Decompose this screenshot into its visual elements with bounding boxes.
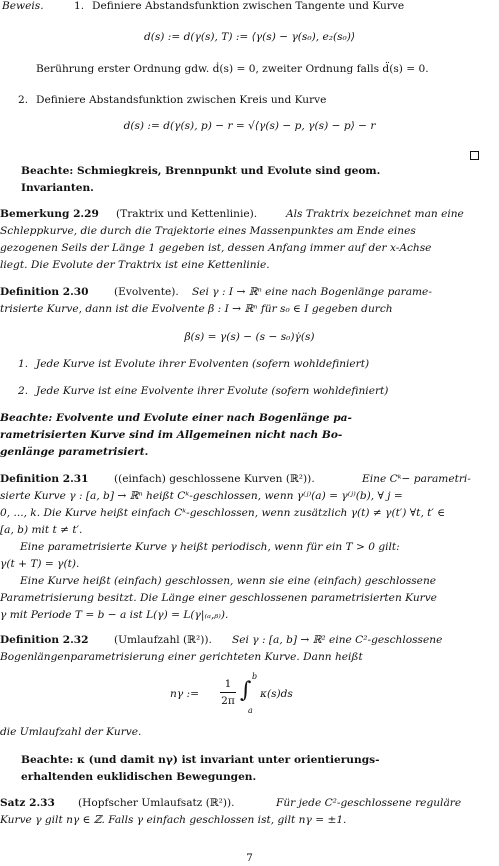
winding-number-formula bbox=[170, 672, 340, 720]
def-2-30-line1: Sei γ : I → ℝⁿ eine nach Bogenlänge parame- bbox=[192, 286, 432, 298]
fraction-bar bbox=[220, 692, 236, 693]
def-2-32-note-line1: Beachte: κ (und damit nγ) ist invariant unter orientierungs- bbox=[21, 754, 380, 766]
circle-distance-formula: d(s) := d(γ(s), p) − r = √⟨γ(s) − p, γ(s) − p⟩ − r bbox=[123, 120, 376, 132]
qed-box-icon bbox=[470, 151, 479, 160]
integral-sign-icon: ∫ bbox=[240, 678, 252, 703]
page-number: 7 bbox=[246, 852, 253, 864]
def-2-30-item1: Jede Kurve ist Evolute ihrer Evolventen (sofern wohldefiniert) bbox=[36, 358, 370, 370]
def-2-31-closed-line1: Eine Kurve heißt (einfach) geschlossen, wenn sie eine (einfach) geschlossene bbox=[20, 575, 437, 587]
remark-2-29-line2: Schleppkurve, die durch die Trajektorie eines Massenpunktes am Ende eines bbox=[0, 225, 416, 237]
remark-2-29-line3: gezogenen Seils der Länge 1 gegeben ist, dessen Anfang immer auf der x-Achse bbox=[0, 242, 432, 254]
def-2-31-title: ((einfach) geschlossene Kurven (ℝ²)). bbox=[114, 473, 315, 485]
remark-2-29-heading: Bemerkung 2.29 bbox=[0, 208, 99, 220]
thm-2-33-heading: Satz 2.33 bbox=[0, 797, 55, 809]
thm-2-33-line1: Für jede C²-geschlossene reguläre bbox=[276, 797, 462, 809]
def-2-31-line2: sierte Kurve γ : [a, b] → ℝⁿ heißt Cᵏ-geschlossen, wenn γ⁽ʲ⁾(a) = γ⁽ʲ⁾(b), ∀ j = bbox=[0, 490, 403, 502]
proof-step2-text: Definiere Abstandsfunktion zwischen Kreis und Kurve bbox=[36, 94, 327, 106]
proof-step2-number: 2. bbox=[18, 94, 29, 106]
remark-2-29-line1: Als Traktrix bezeichnet man eine bbox=[286, 208, 464, 220]
def-2-30-note-line2: rametrisierten Kurve sind im Allgemeinen nicht nach Bo- bbox=[0, 429, 343, 441]
evolvente-formula: β(s) = γ(s) − (s − s₀)γ̇(s) bbox=[184, 331, 315, 343]
integral-lower-bound: a bbox=[248, 706, 253, 715]
def-2-30-item2: Jede Kurve ist eine Evolvente ihrer Evolute (sofern wohldefiniert) bbox=[36, 385, 389, 397]
def-2-30-heading: Definition 2.30 bbox=[0, 286, 89, 298]
formula-lhs: nγ := bbox=[170, 688, 199, 700]
remark-2-29-title: (Traktrix und Kettenlinie). bbox=[116, 208, 258, 220]
formula-numerator: 1 bbox=[224, 678, 232, 690]
def-2-31-heading: Definition 2.31 bbox=[0, 473, 89, 485]
def-2-30-item1-number: 1. bbox=[18, 358, 29, 370]
proof-label: Beweis. bbox=[2, 0, 44, 12]
proof-note-line2: Invarianten. bbox=[21, 182, 94, 194]
def-2-31-closed-line2: Parametrisierung besitzt. Die Länge einer geschlossenen parametrisierten Kurve bbox=[0, 592, 437, 604]
def-2-31-line3: 0, ..., k. Die Kurve heißt einfach Cᵏ-geschlossen, wenn zusätzlich γ(t) ≠ γ(t′) ∀t, t′ ∈ bbox=[0, 507, 446, 519]
def-2-31-periodic-line2: γ(t + T) = γ(t). bbox=[0, 558, 80, 570]
def-2-32-line2: Bogenlängenparametrisierung einer gerichteten Kurve. Dann heißt bbox=[0, 651, 363, 663]
def-2-32-after: die Umlaufzahl der Kurve. bbox=[0, 726, 142, 738]
def-2-30-note-line1: Beachte: Evolvente und Evolute einer nach Bogenlänge pa- bbox=[0, 412, 352, 424]
def-2-31-closed-line3: γ mit Periode T = b − a ist L(γ) = L(γ|₍ₐ,ᵦ₎). bbox=[0, 609, 229, 621]
def-2-31-periodic-line1: Eine parametrisierte Kurve γ heißt periodisch, wenn für ein T > 0 gilt: bbox=[20, 541, 400, 553]
proof-step1-number: 1. bbox=[74, 0, 85, 12]
formula-integrand: κ(s)ds bbox=[260, 688, 293, 700]
integral-upper-bound: b bbox=[252, 672, 258, 681]
def-2-30-note-line3: genlänge parametrisiert. bbox=[0, 446, 149, 458]
def-2-32-line1: Sei γ : [a, b] → ℝ² eine C²-geschlossene bbox=[232, 634, 443, 646]
remark-2-29-line4: liegt. Die Evolute der Traktrix ist eine Kettenlinie. bbox=[0, 259, 270, 271]
thm-2-33-line2: Kurve γ gilt nγ ∈ ℤ. Falls γ einfach geschlossen ist, gilt nγ = ±1. bbox=[0, 814, 347, 826]
def-2-30-title: (Evolvente). bbox=[114, 286, 179, 298]
def-2-30-item2-number: 2. bbox=[18, 385, 29, 397]
contact-order-text: Berührung erster Ordnung gdw. ḋ(s) = 0, zweiter Ordnung falls d̈(s) = 0. bbox=[36, 63, 429, 75]
tangent-distance-formula: d(s) := d(γ(s), T) := ⟨γ(s) − γ(s₀), e₂(s₀)⟩ bbox=[143, 31, 356, 43]
def-2-32-heading: Definition 2.32 bbox=[0, 634, 89, 646]
def-2-30-line2: trisierte Kurve, dann ist die Evolvente β : I → ℝⁿ für s₀ ∈ I gegeben durch bbox=[0, 303, 393, 315]
def-2-31-line1: Eine Cᵏ− parametri- bbox=[362, 473, 471, 485]
proof-step1-text: Definiere Abstandsfunktion zwischen Tangente und Kurve bbox=[92, 0, 405, 12]
def-2-32-title: (Umlaufzahl (ℝ²)). bbox=[114, 634, 212, 646]
proof-note-line1: Beachte: Schmiegkreis, Brennpunkt und Evolute sind geom. bbox=[21, 165, 381, 177]
thm-2-33-title: (Hopfscher Umlaufsatz (ℝ²)). bbox=[78, 797, 235, 809]
def-2-31-line4: [a, b) mit t ≠ t′. bbox=[0, 524, 83, 536]
def-2-32-note-line2: erhaltenden euklidischen Bewegungen. bbox=[21, 771, 257, 783]
formula-denominator: 2π bbox=[221, 695, 235, 707]
